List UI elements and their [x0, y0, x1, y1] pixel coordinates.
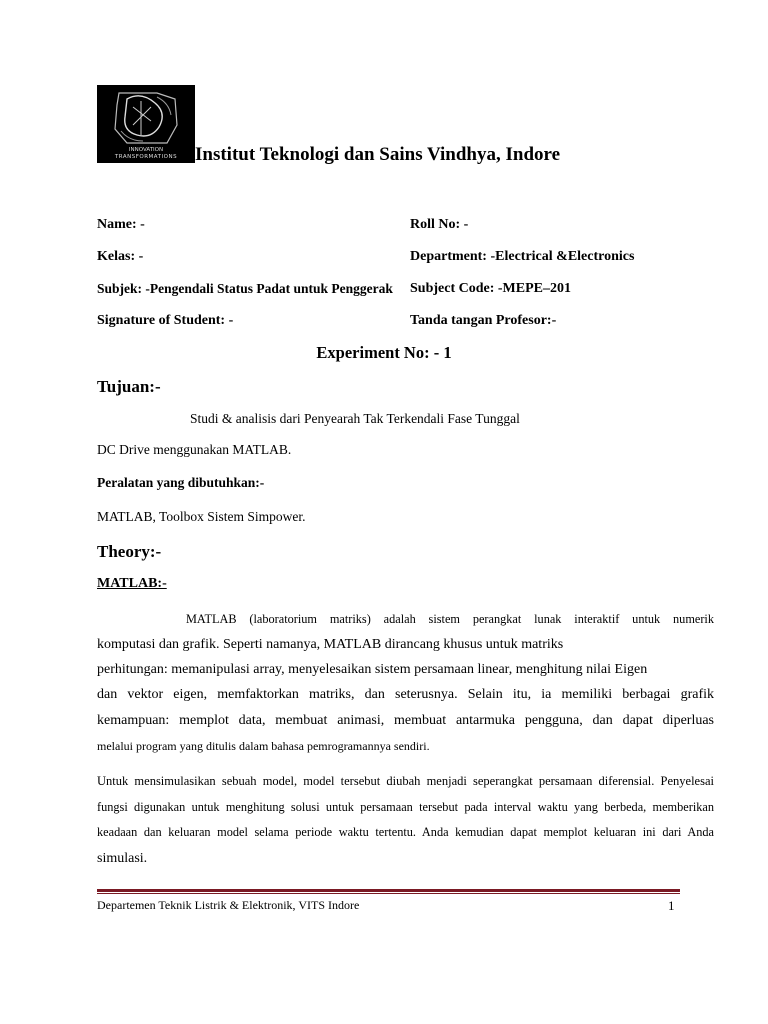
equipment-text: MATLAB, Toolbox Sistem Simpower.	[97, 509, 306, 524]
paragraph-1-line-3: perhitungan: memanipulasi array, menyelesaikan sistem persamaan linear, menghitung nilai Eigen	[97, 662, 648, 677]
footer-rule	[97, 889, 680, 892]
institution-title: Institut Teknologi dan Sains Vindhya, Indore	[195, 144, 561, 165]
professor-signature-field: Tanda tangan Profesor:-	[410, 313, 557, 328]
paragraph-1-line-2: komputasi dan grafik. Seperti namanya, MATLAB dirancang khusus untuk matriks	[97, 637, 564, 652]
roll-no-field: Roll No: -	[410, 217, 469, 232]
kelas-field: Kelas: -	[97, 249, 144, 264]
svg-text:INNOVATION: INNOVATION	[128, 147, 164, 153]
experiment-title: Experiment No: - 1	[316, 343, 452, 362]
student-signature-field: Signature of Student: -	[97, 313, 234, 328]
subject-code-field: Subject Code: -MEPE–201	[410, 281, 571, 296]
department-field: Department: -Electrical &Electronics	[410, 249, 635, 264]
aim-line-2: DC Drive menggunakan MATLAB.	[97, 442, 292, 457]
page-number: 1	[668, 898, 675, 913]
paragraph-1-line-5: kemampuan: memplot data, membuat animasi, membuat antarmuka pengguna, dan dapat diperluas	[97, 713, 714, 728]
paragraph-1-line-6: melalui program yang ditulis dalam bahasa pemrogramannya sendiri.	[97, 739, 430, 753]
paragraph-2-line-2: fungsi digunakan untuk menghitung solusi untuk persamaan tersebut pada interval waktu yang berbeda, memberikan	[97, 800, 714, 814]
subject-field: Subjek: -Pengendali Status Padat untuk Penggerak	[97, 281, 393, 296]
equipment-heading: Peralatan yang dibutuhkan:-	[97, 475, 265, 490]
aim-heading: Tujuan:-	[97, 377, 161, 396]
institute-logo	[97, 85, 195, 163]
theory-heading: Theory:-	[97, 542, 162, 561]
paragraph-2-line-1: Untuk mensimulasikan sebuah model, model tersebut diubah menjadi seperangkat persamaan diferensial. Penyelesai	[97, 774, 714, 788]
paragraph-2-line-3: keadaan dan keluaran model selama periode waktu tertentu. Anda kemudian dapat memplot keluaran ini dari Anda	[97, 825, 714, 839]
paragraph-1-line-4: dan vektor eigen, memfaktorkan matriks, dan seterusnya. Selain itu, ia memiliki berbagai grafik	[97, 687, 714, 702]
name-field: Name: -	[97, 217, 145, 232]
logo-icon	[97, 85, 195, 163]
paragraph-1-line-1: MATLAB (laboratorium matriks) adalah sistem perangkat lunak interaktif untuk numerik	[186, 612, 714, 626]
aim-line-1: Studi & analisis dari Penyearah Tak Terkendali Fase Tunggal	[190, 411, 520, 426]
svg-text:TRANSFORMATIONS: TRANSFORMATIONS	[114, 154, 178, 160]
matlab-heading: MATLAB:-	[97, 576, 167, 591]
paragraph-2-line-4: simulasi.	[97, 851, 148, 866]
footer-rule-thin	[97, 893, 680, 894]
footer-text: Departemen Teknik Listrik & Elektronik, VITS Indore	[97, 898, 360, 912]
